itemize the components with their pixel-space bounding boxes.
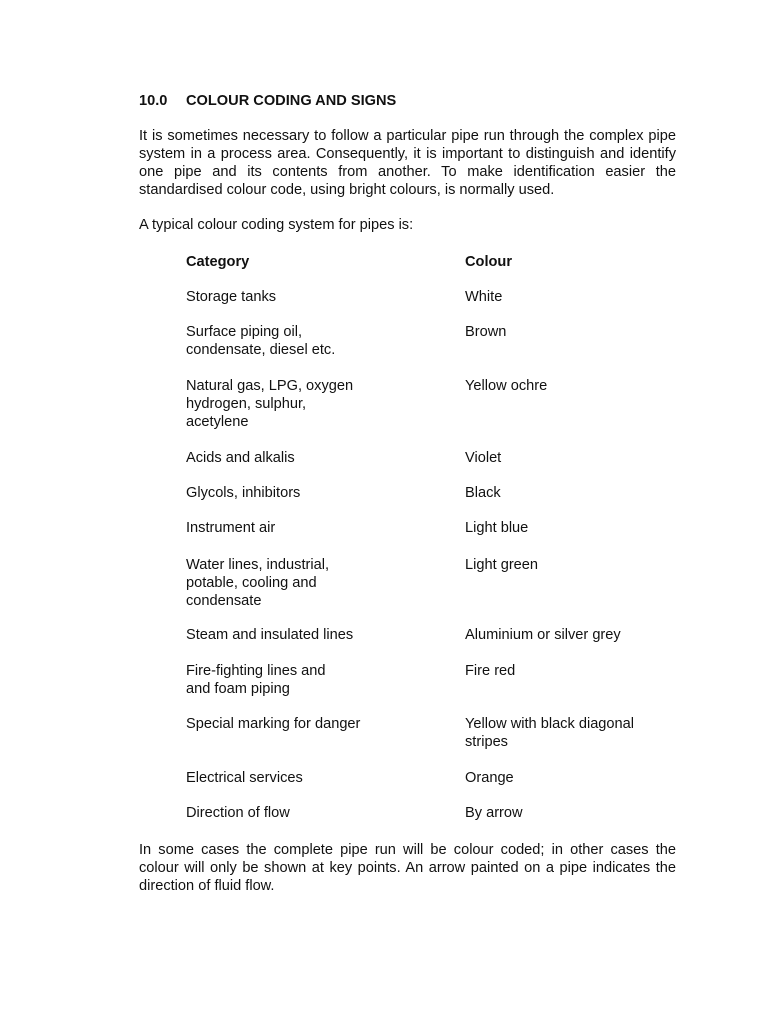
category-line: Glycols, inhibitors [186,485,301,501]
category-cell [186,626,436,644]
colour-line: Yellow with black diagonal [465,716,635,732]
colour-cell [465,769,695,787]
category-cell [186,323,436,359]
colour-line: Light blue [465,520,529,536]
section-heading [139,92,396,110]
header-category: Category [186,254,250,270]
colour-line: Violet [465,450,502,466]
category-cell [186,715,436,733]
category-cell [186,769,436,787]
section-number: 10.0 [139,93,168,109]
category-line: Special marking for danger [186,716,361,732]
category-line: Surface piping oil, [186,324,303,340]
category-line: condensate, diesel etc. [186,342,336,358]
colour-line: White [465,289,503,305]
colour-cell [465,288,695,306]
table-lead-in: A typical colour coding system for pipes is: [139,217,414,233]
colour-line: Orange [465,770,514,786]
colour-line: Yellow ochre [465,378,548,394]
intro-paragraph: It is sometimes necessary to follow a particular pipe run through the complex pipe system in a process area. Consequently, it is important to distinguish and identify one pipe and its contents from another. To make identification easier the standardised colour code, using bright colours, is normally used. [139,128,676,198]
colour-cell [465,556,695,574]
category-line: Direction of flow [186,805,290,821]
category-line: potable, cooling and [186,575,317,591]
category-line: Electrical services [186,770,303,786]
colour-line: Light green [465,557,539,573]
colour-line: Fire red [465,663,516,679]
colour-line: By arrow [465,805,523,821]
category-line: Steam and insulated lines [186,627,354,643]
category-cell [186,377,436,431]
colour-line: Brown [465,324,507,340]
category-line: Natural gas, LPG, oxygen [186,378,354,394]
colour-cell [465,484,695,502]
category-line: hydrogen, sulphur, [186,396,307,412]
category-cell [186,519,436,537]
colour-cell [465,715,695,751]
category-line: Fire-fighting lines and [186,663,326,679]
category-line: Water lines, industrial, [186,557,330,573]
section-title: COLOUR CODING AND SIGNS [186,93,397,109]
category-cell [186,804,436,822]
category-line: condensate [186,593,262,609]
colour-cell [465,323,695,341]
colour-cell [465,519,695,537]
category-cell [186,662,436,698]
colour-cell [465,804,695,822]
category-cell [186,449,436,467]
category-cell [186,484,436,502]
category-line: Acids and alkalis [186,450,295,466]
colour-line: stripes [465,734,508,750]
colour-cell [465,377,695,395]
closing-paragraph: In some cases the complete pipe run will be colour coded; in other cases the colour will only be shown at key points. An arrow painted on a pipe indicates the direction of fluid flow. [139,842,676,894]
colour-cell [465,662,695,680]
category-cell [186,556,436,610]
category-cell [186,288,436,306]
header-colour: Colour [465,254,513,270]
colour-cell [465,449,695,467]
colour-line: Black [465,485,501,501]
category-line: Storage tanks [186,289,277,305]
colour-cell [465,626,695,644]
colour-line: Aluminium or silver grey [465,627,621,643]
category-line: and foam piping [186,681,290,697]
category-line: Instrument air [186,520,276,536]
category-line: acetylene [186,414,249,430]
